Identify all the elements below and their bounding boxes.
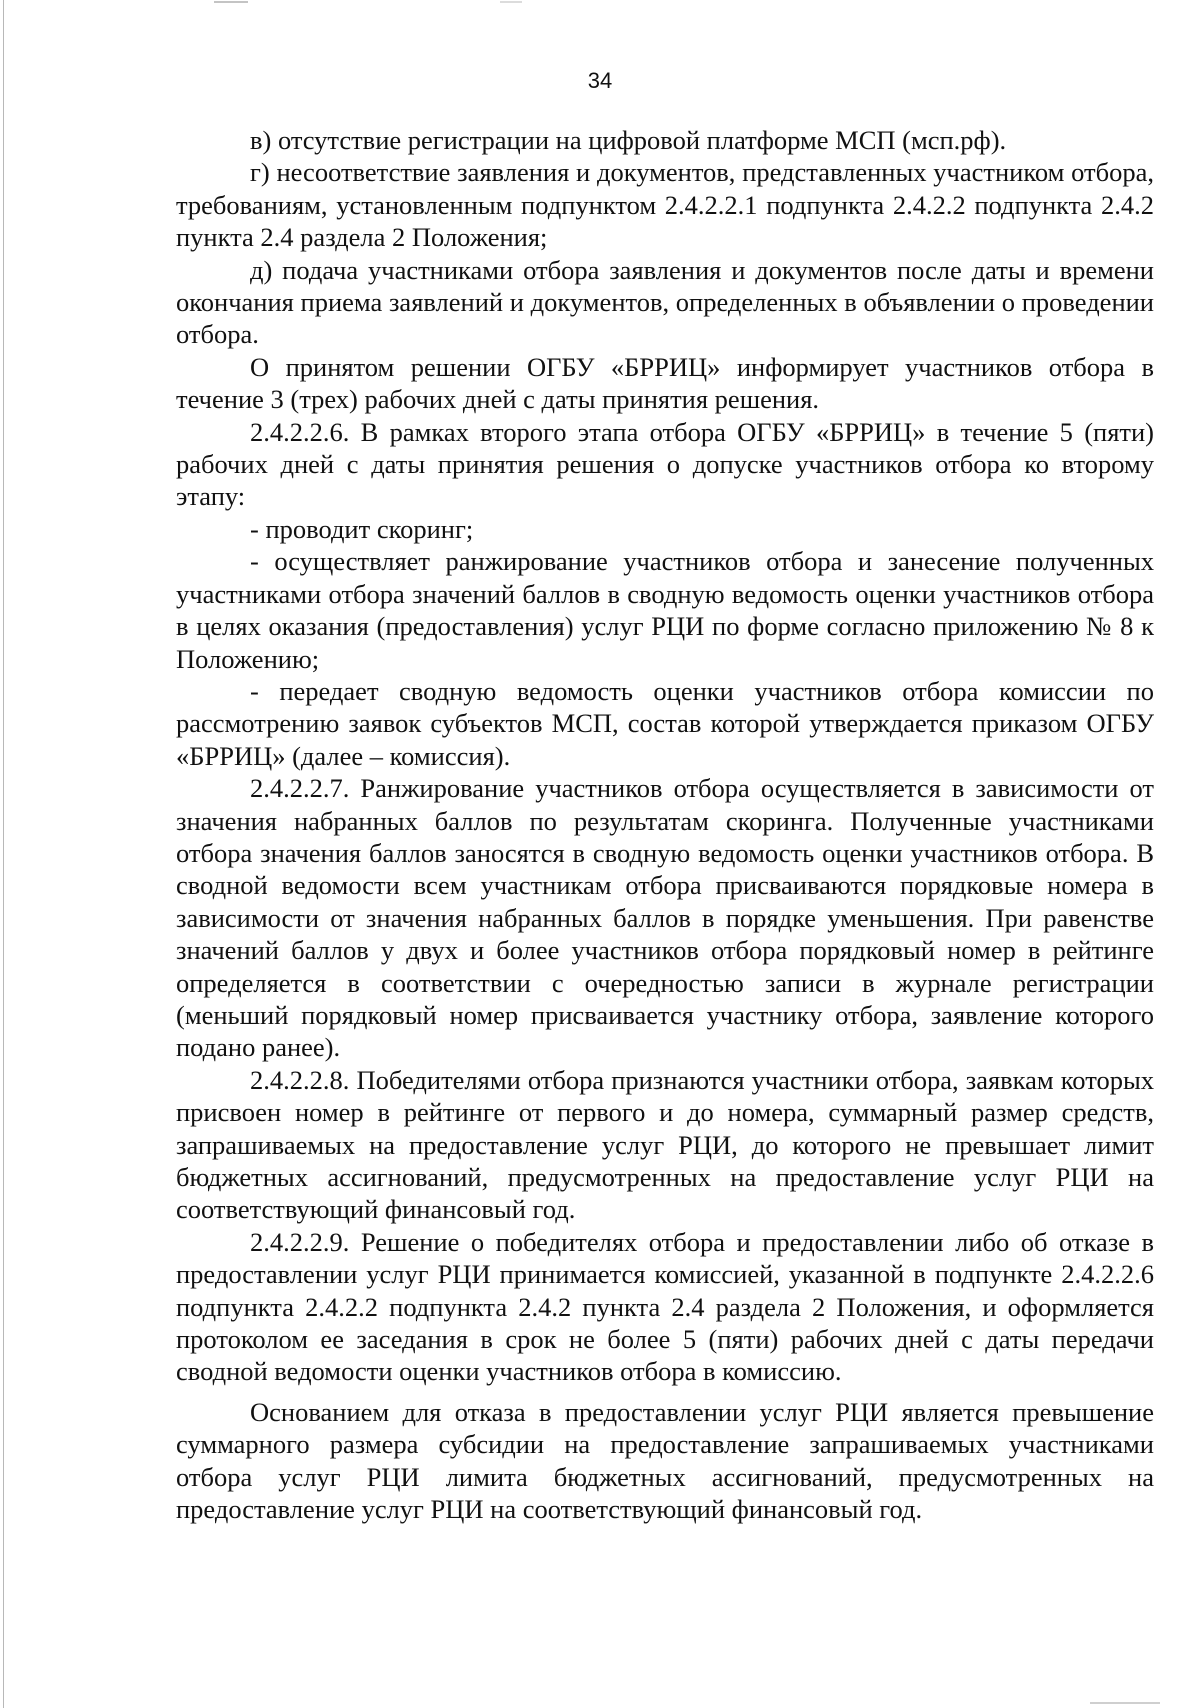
document-body	[176, 124, 1154, 1525]
paragraph: 2.4.2.2.9. Решение о победителях отбора и предоставлении либо об отказе в предоставлении услуг РЦИ принимается комиссией, указанной в подпункте 2.4.2.2.6 подпункта 2.4.2.2 подпункта 2.4.2 пункта 2.4 раздела 2 Положения, и оформляется протоколом ее заседания в срок не более 5 (пяти) рабочих дней с даты передачи сводной ведомости оценки участников отбора в комиссию.	[176, 1226, 1154, 1387]
paragraph: О принятом решении ОГБУ «БРРИЦ» информирует участников отбора в течение 3 (трех) рабочих дней с даты принятия решения.	[176, 351, 1154, 415]
paragraph: - проводит скоринг;	[250, 513, 474, 544]
paragraph: 2.4.2.2.6. В рамках второго этапа отбора ОГБУ «БРРИЦ» в течение 5 (пяти) рабочих дней с даты принятия решения о допуске участников отбора ко второму этапу:	[176, 416, 1154, 512]
paragraph: 2.4.2.2.7. Ранжирование участников отбора осуществляется в зависимости от значения набранных баллов по результатам скоринга. Полученные участниками отбора значения баллов заносятся в сводную ведомость оценки участников отбора. В сводной ведомости всем участникам отбора присваиваются порядковые номера в зависимости от значения набранных баллов в порядке уменьшения. При равенстве значений баллов у двух и более участников отбора порядковый номер в рейтинге определяется в соответствии с очередностью записи в журнале регистрации (меньший порядковый номер присваивается участнику отбора, заявление которого подано ранее).	[176, 773, 1154, 1063]
paragraph: г) несоответствие заявления и документов, представленных участником отбора, требованиям, установленным подпунктом 2.4.2.2.1 подпункта 2.4.2.2 подпункта 2.4.2 пункта 2.4 раздела 2 Положения;	[176, 157, 1154, 253]
scan-top-mark	[214, 1, 248, 3]
scan-left-edge	[3, 0, 4, 1708]
paragraph: - осуществляет ранжирование участников отбора и занесение полученных участниками отбора значений баллов в сводную ведомость оценки участников отбора в целях оказания (предоставления) услуг РЦИ по форме согласно приложению № 8 к Положению;	[176, 546, 1154, 674]
paragraph: в) отсутствие регистрации на цифровой платформе МСП (мсп.рф).	[250, 125, 1007, 155]
paragraph: 2.4.2.2.8. Победителями отбора признаются участники отбора, заявкам которых присвоен номер в рейтинге от первого и до номера, суммарный размер средств, запрашиваемых на предоставление услуг РЦИ, до которого не превышает лимит бюджетных ассигнований, предусмотренных на предоставление услуг РЦИ на соответствующий финансовый год.	[176, 1064, 1154, 1225]
paragraph: - передает сводную ведомость оценки участников отбора комиссии по рассмотрению заявок субъектов МСП, состав которой утверждается приказом ОГБУ «БРРИЦ» (далее – комиссия).	[176, 675, 1154, 771]
scan-top-mark	[500, 1, 522, 3]
paragraph: Основанием для отказа в предоставлении услуг РЦИ является превышение суммарного размера субсидии на предоставление запрашиваемых участниками отбора услуг РЦИ лимита бюджетных ассигнований, предусмотренных на предоставление услуг РЦИ на соответствующий финансовый год.	[176, 1396, 1154, 1525]
page-number: 34	[587, 68, 613, 93]
scan-bottom-mark	[1090, 1702, 1160, 1704]
paragraph: д) подача участниками отбора заявления и документов после даты и времени окончания приема заявлений и документов, определенных в объявлении о проведении отбора.	[176, 254, 1154, 350]
